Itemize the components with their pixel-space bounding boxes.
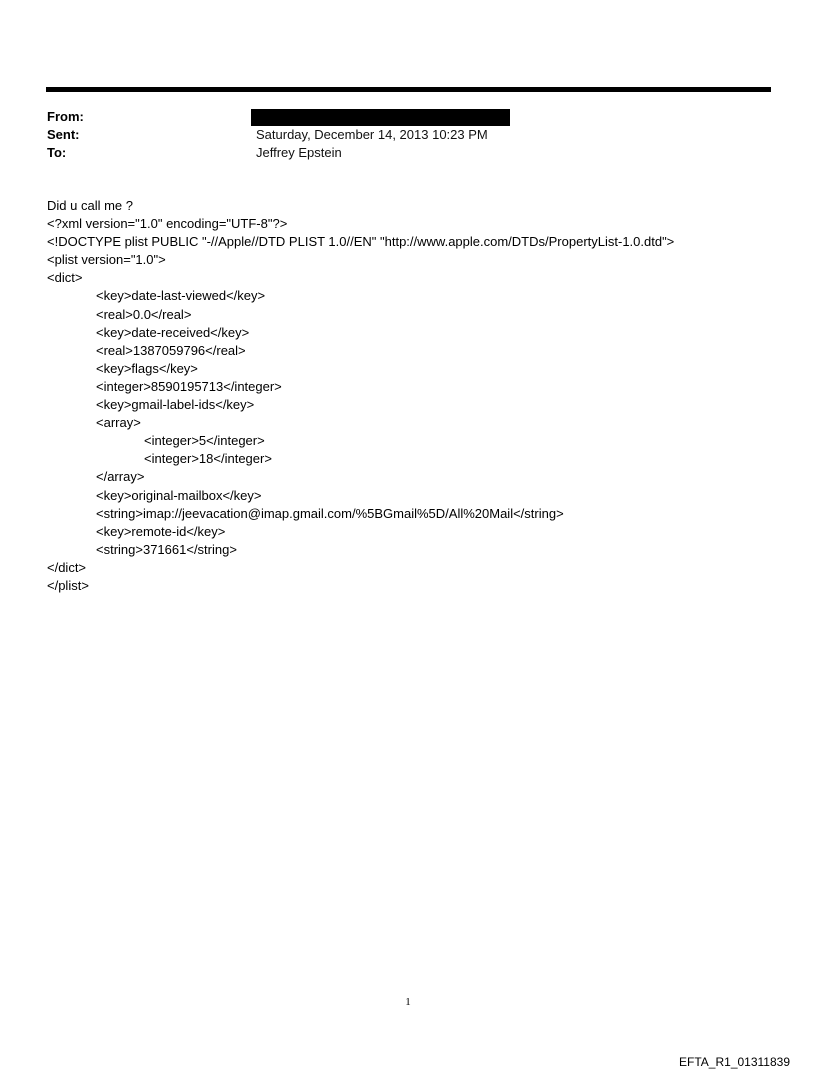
- body-line: Did u call me ?: [47, 198, 133, 213]
- body-line: <array>: [96, 415, 141, 431]
- body-line: <!DOCTYPE plist PUBLIC "-//Apple//DTD PLIST 1.0//EN" "http://www.apple.com/DTDs/PropertyList-1.0.dtd">: [47, 234, 675, 250]
- body-line: </array>: [96, 469, 145, 485]
- body-line: </plist>: [47, 577, 89, 593]
- redacted-sender: [251, 109, 510, 126]
- body-line: <key>flags</key>: [96, 360, 198, 376]
- body-line: <integer>5</integer>: [144, 433, 265, 449]
- page-number: 1: [405, 996, 411, 1008]
- sent-value: Saturday, December 14, 2013 10:23 PM: [256, 127, 488, 142]
- body-line: <key>remote-id</key>: [96, 523, 226, 539]
- body-line: <integer>18</integer>: [144, 451, 272, 467]
- body-line: <key>original-mailbox</key>: [96, 487, 262, 503]
- body-line: <string>imap://jeevacation@imap.gmail.com/%5BGmail%5D/All%20Mail</string>: [96, 505, 564, 521]
- to-label: To:: [47, 145, 67, 160]
- sent-label: Sent:: [47, 127, 80, 142]
- body-line: <key>date-last-viewed</key>: [96, 288, 266, 304]
- body-line: <string>371661</string>: [96, 541, 237, 557]
- body-line: </dict>: [47, 559, 87, 575]
- body-line: <key>gmail-label-ids</key>: [96, 397, 255, 413]
- body-line: <integer>8590195713</integer>: [96, 378, 282, 394]
- header-divider: [46, 87, 771, 92]
- body-line: <key>date-received</key>: [96, 324, 250, 340]
- body-line: <dict>: [47, 270, 83, 286]
- email-body: [47, 197, 787, 595]
- document-id: EFTA_R1_01311839: [679, 1055, 790, 1069]
- body-line: <real>1387059796</real>: [96, 342, 246, 358]
- body-line: <?xml version="1.0" encoding="UTF-8"?>: [47, 216, 288, 232]
- body-line: <real>0.0</real>: [96, 306, 192, 322]
- body-line: <plist version="1.0">: [47, 252, 166, 268]
- from-label: From:: [47, 109, 84, 124]
- to-value: Jeffrey Epstein: [256, 145, 342, 160]
